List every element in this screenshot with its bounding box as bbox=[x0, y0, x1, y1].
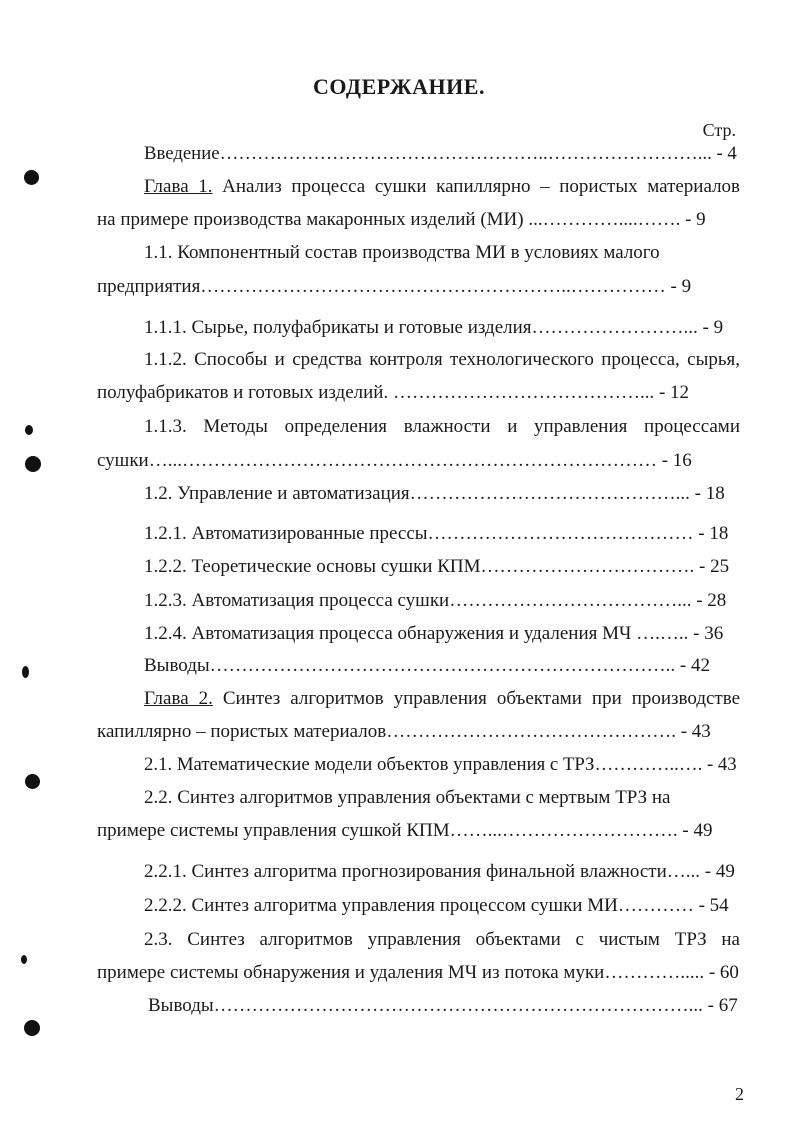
toc-entry-1-2-1: 1.2.1. Автоматизированные прессы…………………………………… - 18 bbox=[144, 523, 729, 544]
punch-hole-mark bbox=[24, 1020, 40, 1036]
toc-entry-2-2-1: 2.2.1. Синтез алгоритма прогнозирования финальной влажности…... - 49 bbox=[144, 861, 735, 882]
toc-entry-1-1-1: 1.1.1. Сырье, полуфабрикаты и готовые изделия……………………... - 9 bbox=[144, 317, 724, 338]
toc-entry-introduction: Введение……………………………………………..……………………... - 4 bbox=[144, 143, 737, 164]
toc-entry-1-2-2: 1.2.2. Теоретические основы сушки КПМ……………………………. - 25 bbox=[144, 556, 730, 577]
punch-hole-mark bbox=[25, 456, 41, 472]
toc-entry-2-2-2: 2.2.2. Синтез алгоритма управления процессом сушки МИ………… - 54 bbox=[144, 895, 729, 916]
punch-hole-mark bbox=[24, 170, 39, 185]
chapter-2-label: Глава 2. bbox=[144, 688, 213, 709]
toc-entry-2-2: 2.2. Синтез алгоритмов управления объектами с мертвым ТРЗ на bbox=[144, 787, 671, 808]
toc-entry-conclusions-1: Выводы……………………………………………………………….. - 42 bbox=[144, 655, 710, 676]
toc-entry-1-1: 1.1. Компонентный состав производства МИ в условиях малого bbox=[144, 242, 660, 263]
toc-entry-2-3: 2.3. Синтез алгоритмов управления объектами с чистым ТРЗ на bbox=[144, 929, 740, 950]
toc-entry-chapter-2-cont: капиллярно – пористых материалов………………………………………. - 43 bbox=[97, 721, 711, 742]
chapter-1-label: Глава 1. bbox=[144, 176, 213, 197]
punch-hole-mark bbox=[25, 774, 40, 789]
chapter-1-title: Анализ процесса сушки капиллярно – пористых материалов bbox=[222, 176, 741, 197]
toc-entry-1-1-3-cont: сушки…...………………………………………………………………… - 16 bbox=[97, 450, 692, 471]
toc-entry-1-1-3: 1.1.3. Методы определения влажности и управления процессами bbox=[144, 416, 740, 437]
toc-entry-1-2-3: 1.2.3. Автоматизация процесса сушки………………………………... - 28 bbox=[144, 590, 727, 611]
toc-entry-chapter-1 bbox=[144, 176, 740, 198]
toc-entry-1-1-2: 1.1.2. Способы и средства контроля технологического процесса, сырья, bbox=[144, 349, 740, 370]
toc-entry-1-2: 1.2. Управление и автоматизация……………………………………... - 18 bbox=[144, 483, 725, 504]
toc-entry-1-2-4: 1.2.4. Автоматизация процесса обнаружения и удаления МЧ ….….. - 36 bbox=[144, 623, 724, 644]
toc-entry-2-3-cont: примере системы обнаружения и удаления МЧ из потока муки…………..... - 60 bbox=[97, 962, 739, 983]
toc-entry-chapter-1-cont: на примере производства макаронных изделий (МИ) ...…………....……. - 9 bbox=[97, 209, 706, 230]
punch-hole-mark bbox=[22, 666, 29, 678]
punch-hole-mark bbox=[25, 425, 33, 435]
toc-entry-1-1-cont: предприятия…………………………………………………..…………… - 9 bbox=[97, 276, 692, 297]
punch-hole-mark bbox=[21, 955, 27, 964]
toc-entry-2-2-cont: примере системы управления сушкой КПМ……...………………………. - 49 bbox=[97, 820, 713, 841]
page-title: СОДЕРЖАНИЕ. bbox=[313, 74, 485, 99]
chapter-2-title: Синтез алгоритмов управления объектами при производстве bbox=[222, 688, 741, 709]
toc-entry-chapter-2 bbox=[144, 688, 740, 710]
toc-entry-1-1-2-cont: полуфабрикатов и готовых изделий. …………………………………... - 12 bbox=[97, 382, 690, 403]
toc-entry-2-1: 2.1. Математические модели объектов управления с ТРЗ…………..…. - 43 bbox=[144, 754, 737, 775]
toc-entry-conclusions-2: Выводы…………………………………………………………………... - 67 bbox=[148, 995, 738, 1016]
page-number: 2 bbox=[735, 1084, 744, 1104]
page-column-label: Стр. bbox=[702, 120, 736, 140]
